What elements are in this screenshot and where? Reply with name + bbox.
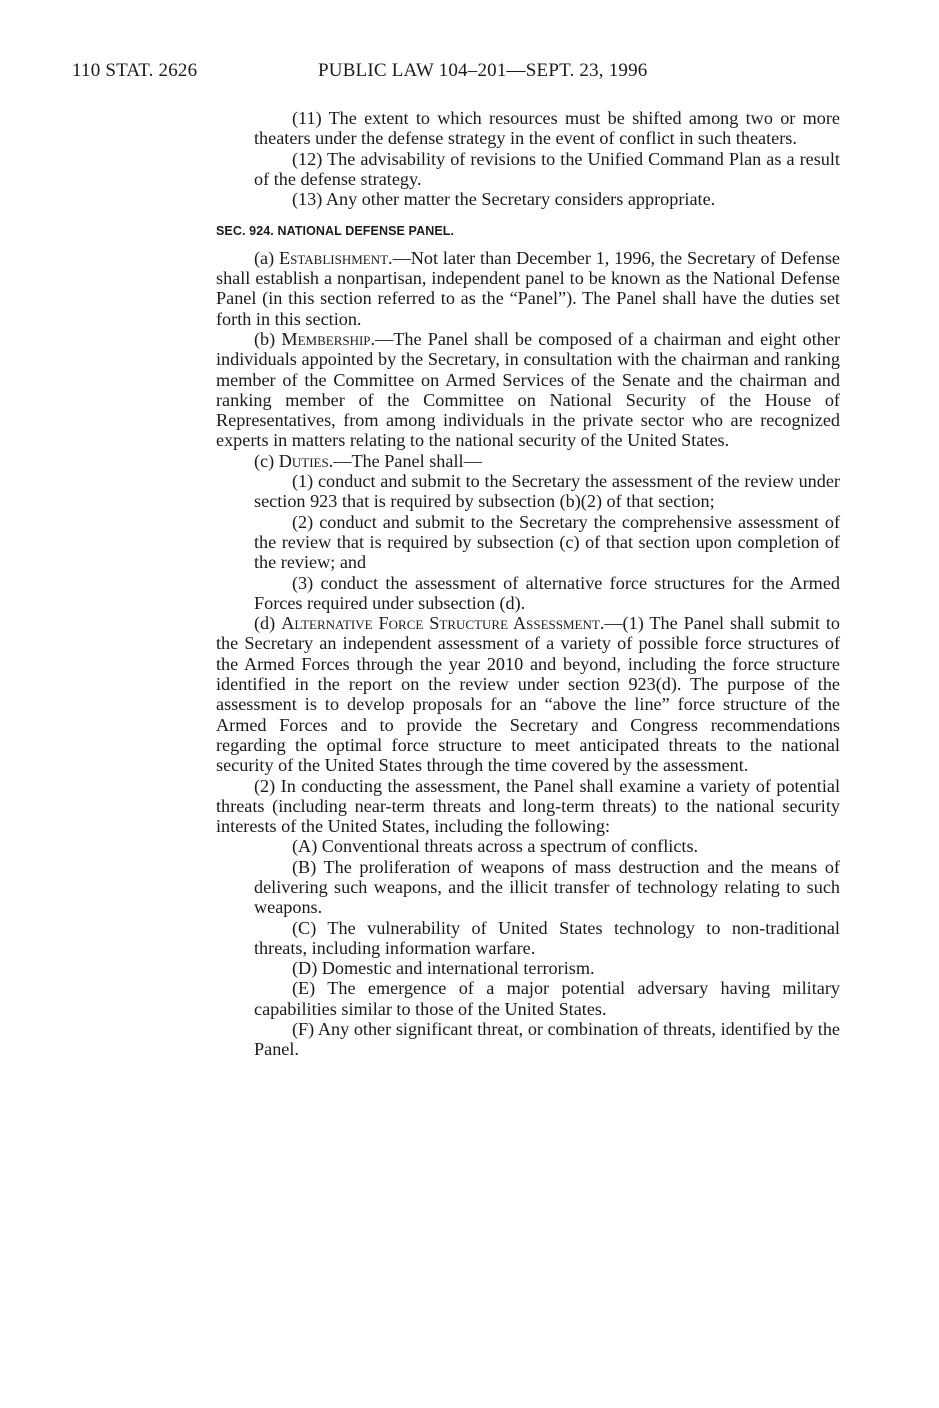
subsection-d-caption: Alternative Force Structure Assessment <box>281 613 600 634</box>
paragraph-12: (12) The advisability of revisions to the Unified Command Plan as a result of the defense strategy. <box>254 148 840 189</box>
running-title: PUBLIC LAW 104–201—SEPT. 23, 1996 <box>318 60 648 81</box>
subsection-a-text: .—Not later than December 1, 1996, the Secretary of Defense shall establish a nonpartisan, independent panel to be known as the National Defense Panel (in this section referred to as the “Panel”). The Panel shall have the duties set forth in this section. <box>216 247 840 329</box>
subsection-d-item-b: (B) The proliferation of weapons of mass destruction and the means of delivering such weapons, and the illicit transfer of technology relating to such weapons. <box>254 856 840 918</box>
subsection-a <box>216 248 840 329</box>
subsection-b-text: .—The Panel shall be composed of a chairman and eight other individuals appointed by the Secretary, in consultation with the chairman and ranking member of the Committee on Armed Services of the Senate and the chairman and ranking member of the Committee on National Security of the House of Representatives, from among individuals in the private sector who are recognized experts in matters relating to the national security of the United States. <box>216 328 840 451</box>
subsection-b-label: (b) <box>254 328 282 349</box>
subsection-b-caption: Membership <box>281 328 371 349</box>
subsection-d <box>216 613 840 775</box>
subsection-c <box>216 451 840 471</box>
subsection-c-item-2: (2) conduct and submit to the Secretary the comprehensive assessment of the review that is required by subsection (c) of that section upon completion of the review; and <box>254 511 840 573</box>
subsection-c-caption: Duties <box>278 450 329 471</box>
subsection-d-label: (d) <box>254 613 282 634</box>
subsection-d-item-a: (A) Conventional threats across a spectrum of conflicts. <box>292 836 699 857</box>
subsection-c-label: (c) <box>254 450 279 471</box>
subsection-d-text: .—(1) The Panel shall submit to the Secretary an independent assessment of a variety of possible force structures of the Armed Forces through the year 2010 and beyond, including the force structure identified in the report on the review under section 923(d). The purpose of the assessment is to develop proposals for an “above the line” force structure of the Armed Forces and to provide the Secretary and Congress recommendations regarding the optimal force structure to meet anticipated threats to the national security of the United States through the time covered by the assessment. <box>216 613 840 776</box>
paragraph-11: (11) The extent to which resources must be shifted among two or more theaters under the defense strategy in the event of conflict in such theaters. <box>254 108 840 149</box>
document-body <box>216 108 840 1060</box>
subsection-b <box>216 329 840 451</box>
paragraph-13: (13) Any other matter the Secretary considers appropriate. <box>292 189 716 210</box>
subsection-c-text: .—The Panel shall— <box>328 450 482 471</box>
subsection-c-item-3: (3) conduct the assessment of alternative force structures for the Armed Forces required under subsection (d). <box>254 572 840 613</box>
subsection-c-item-1: (1) conduct and submit to the Secretary the assessment of the review under section 923 that is required by subsection (b)(2) of that section; <box>254 471 840 512</box>
subsection-d-item-c: (C) The vulnerability of United States technology to non-traditional threats, including information warfare. <box>254 917 840 958</box>
subsection-d-paragraph-2: (2) In conducting the assessment, the Panel shall examine a variety of potential threats (including near-term threats and long-term threats) to the national security interests of the United States, including the following: <box>216 775 840 837</box>
page-header <box>0 60 939 86</box>
subsection-d-item-f: (F) Any other significant threat, or combination of threats, identified by the Panel. <box>254 1019 840 1060</box>
subsection-a-caption: Establishment <box>279 247 389 268</box>
subsection-d-item-e: (E) The emergence of a major potential adversary having military capabilities similar to those of the United States. <box>254 978 840 1019</box>
stat-citation: 110 STAT. 2626 <box>72 60 198 81</box>
subsection-d-item-d: (D) Domestic and international terrorism. <box>292 958 595 979</box>
subsection-a-label: (a) <box>254 247 280 268</box>
section-heading: SEC. 924. NATIONAL DEFENSE PANEL. <box>216 224 455 239</box>
